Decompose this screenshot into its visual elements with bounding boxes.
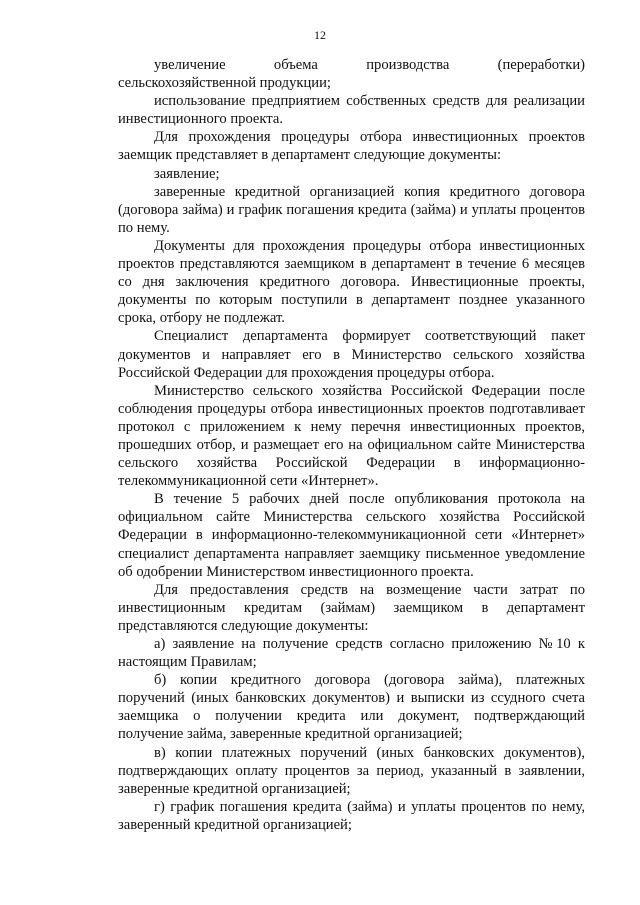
paragraph-selection-documents: Для прохождения процедуры отбора инвестиционных проектов заемщик представляет в департамент следующие документы: xyxy=(118,129,585,164)
paragraph-submission-deadline: Документы для прохождения процедуры отбора инвестиционных проектов представляются заемщиком в департамент в течение 6 месяцев со дня заключения кредитного договора. Инвестиционные проекты, документы по которым поступили в департамент позднее указанного срока, отбору не подлежат. xyxy=(118,237,585,327)
list-item-b: б) копии кредитного договора (договора займа), платежных поручений (иных банковских документов) и выписки из ссудного счета заемщика о получении кредита или документ, подтверждающий получение займа, заверенные кредитной организацией; xyxy=(118,672,585,743)
paragraph-notification: В течение 5 рабочих дней после опубликования протокола на официальном сайте Министерства сельского хозяйства Российской Федерации в информационно-телекоммуникационной сети «Интернет» специалист департамента направляет заемщику письменное уведомление об одобрении Министерством инвестиционного проекта. xyxy=(118,491,585,580)
paragraph-ministry-protocol: Министерство сельского хозяйства Российской Федерации после соблюдения процедуры отбора инвестиционных проектов подготавливает протокол с приложением к нему перечня инвестиционных проектов, прошедших отбор, и размещает его на официальном сайте Министерства сельского хозяйства Российской Федерации в информационно-телекоммуникационной сети «Интернет». xyxy=(118,382,585,490)
paragraph-specialist-package: Специалист департамента формирует соответствующий пакет документов и направляет его в Министерство сельского хозяйства Российской Федерации для прохождения процедуры отбора. xyxy=(118,328,585,381)
paragraph-application: заявление; xyxy=(154,165,220,182)
paragraph-production-increase: увеличение объема производства (переработки) сельскохозяйственной продукции; xyxy=(118,57,585,92)
list-item-a: а) заявление на получение средств согласно приложению №10 к настоящим Правилам; xyxy=(118,636,585,671)
document-body xyxy=(118,56,585,834)
list-item-v: в) копии платежных поручений (иных банковских документов), подтверждающих оплату процентов за период, указанный в заявлении, заверенные кредитной организацией; xyxy=(118,744,585,797)
paragraph-compensation-documents: Для предоставления средств на возмещение части затрат по инвестиционным кредитам (займам) заемщиком в департамент представляются следующие документы: xyxy=(118,581,585,634)
page-number: 12 xyxy=(314,28,326,42)
paragraph-credit-copy: заверенные кредитной организацией копия кредитного договора (договора займа) и график погашения кредита (займа) и уплаты процентов по нему. xyxy=(118,183,585,236)
paragraph-own-funds: использование предприятием собственных средств для реализации инвестиционного проекта. xyxy=(118,93,585,128)
list-item-g: г) график погашения кредита (займа) и уплаты процентов по нему, заверенный кредитной организацией; xyxy=(118,798,585,833)
